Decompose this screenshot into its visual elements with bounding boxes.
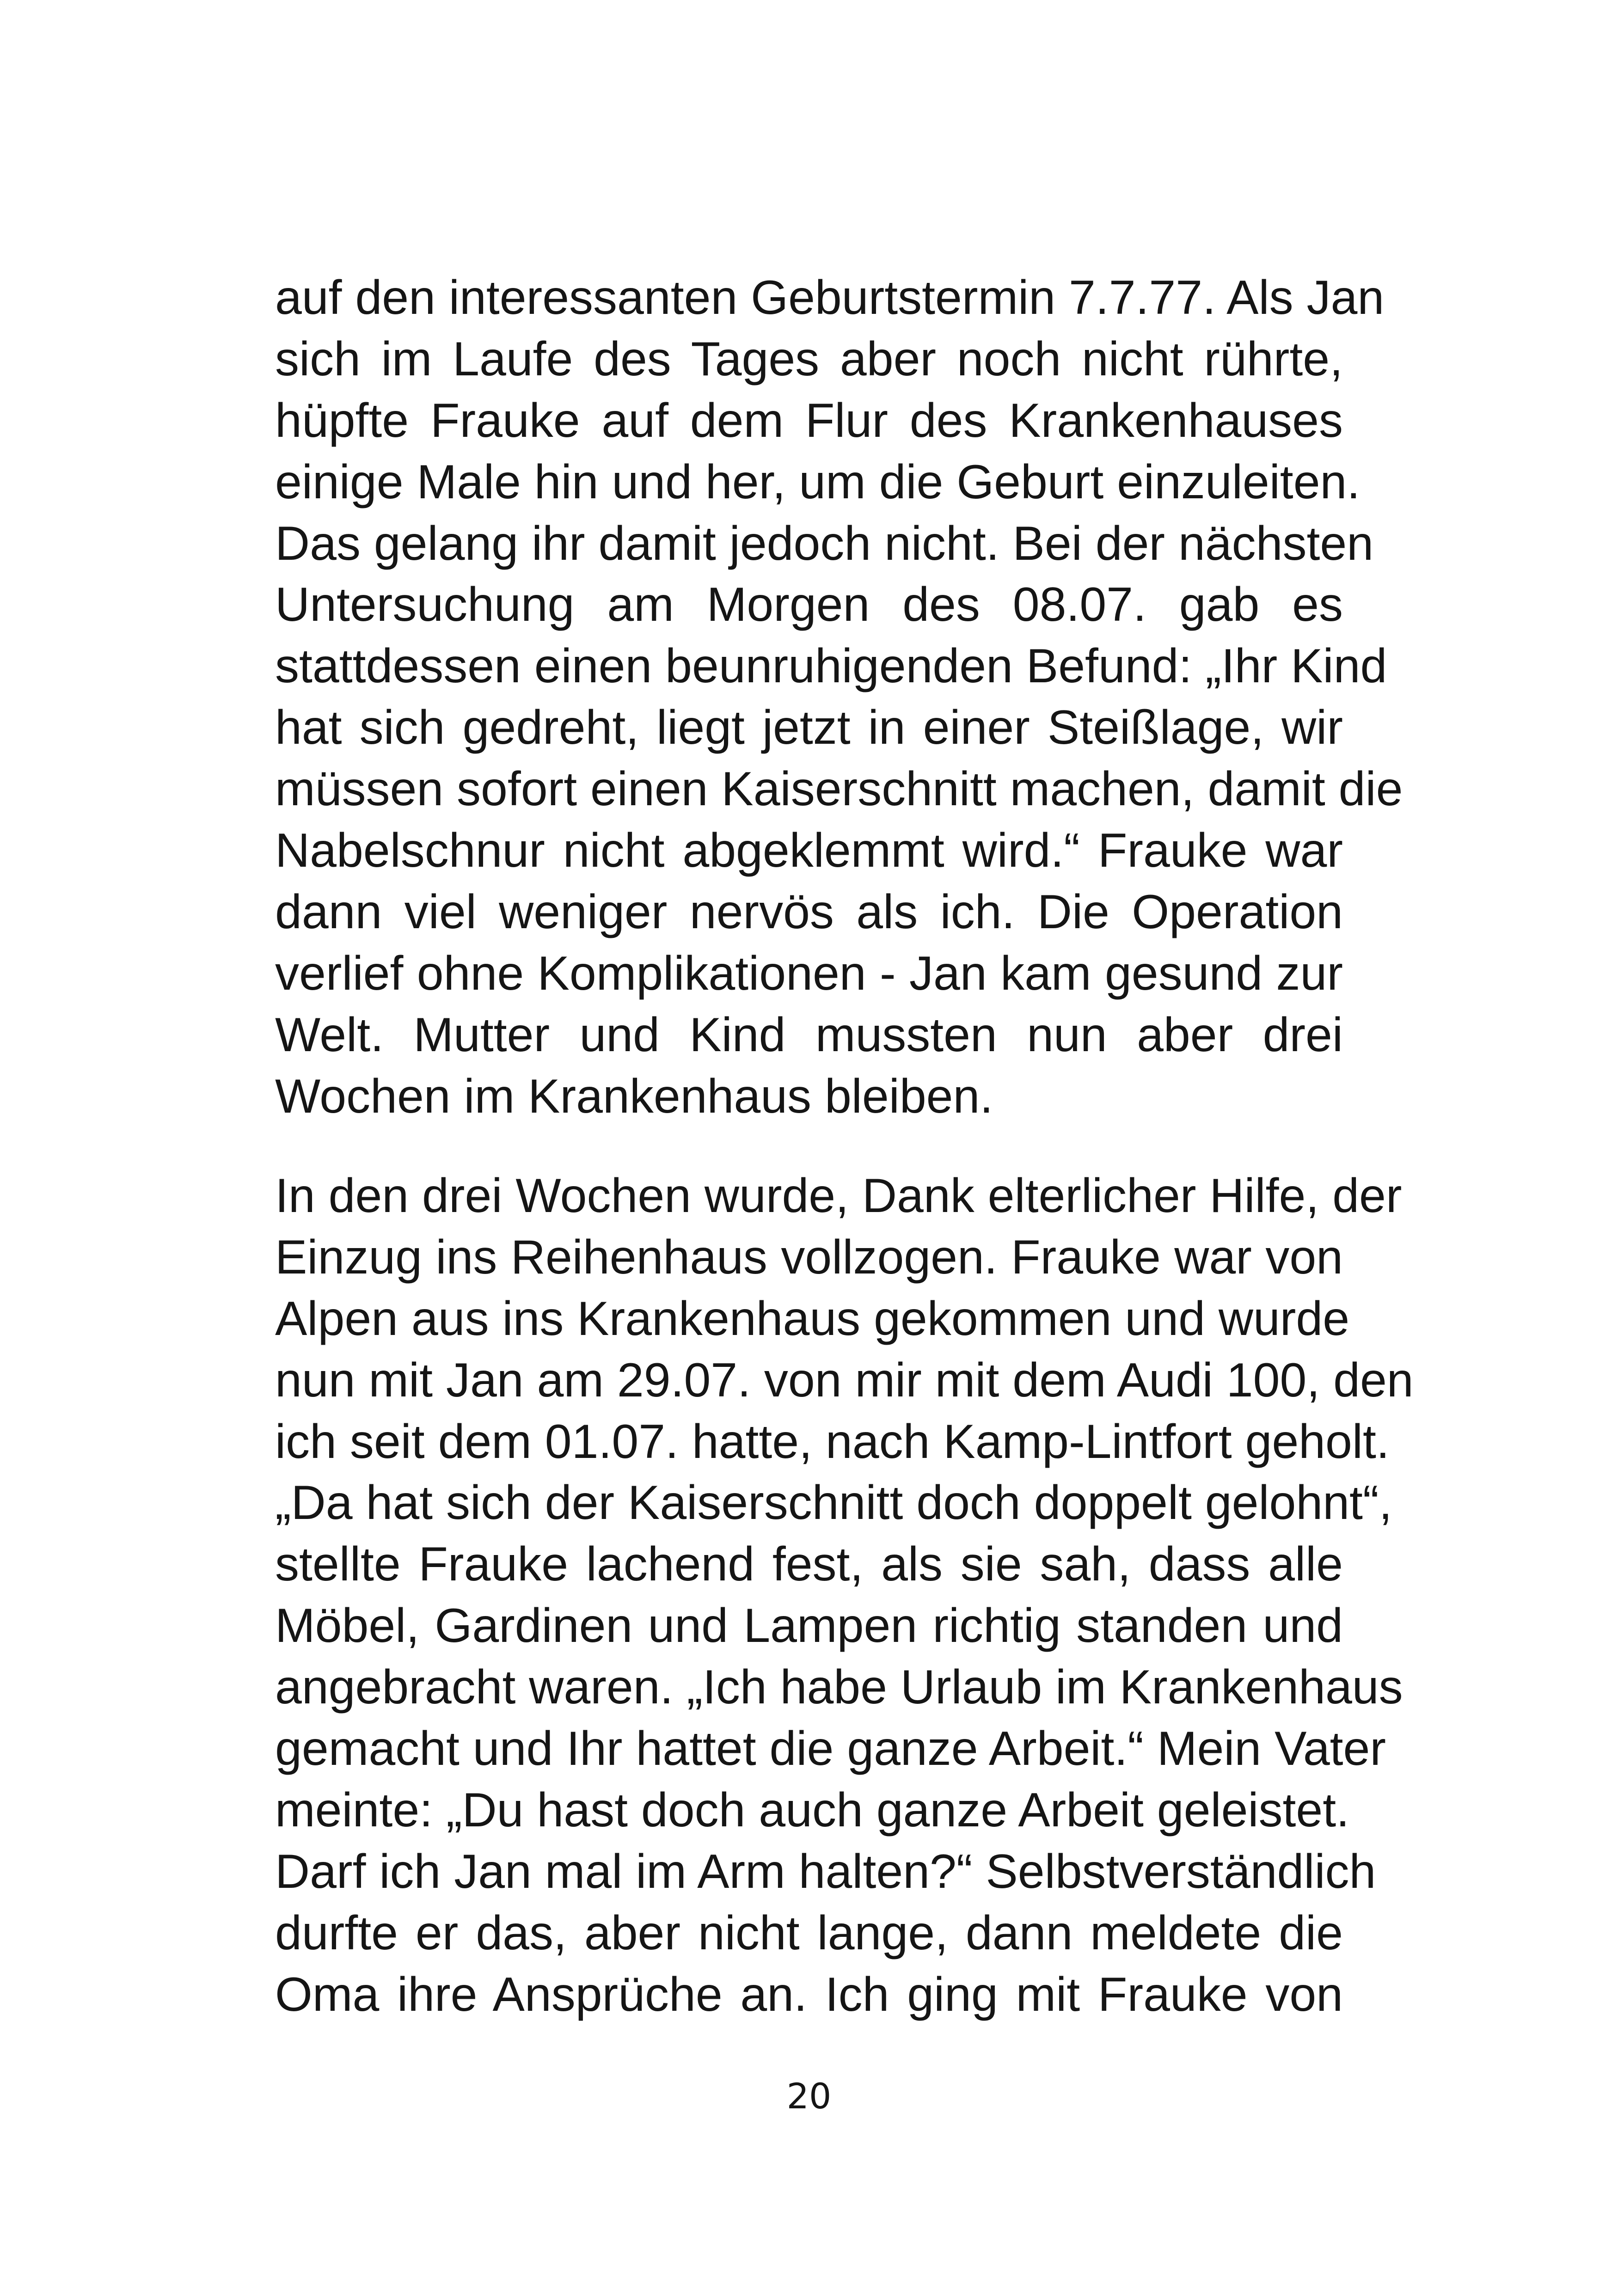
text-line: Wochen im Krankenhaus bleiben. (275, 1069, 993, 1123)
text-line: gemacht und Ihr hattet die ganze Arbeit.“ Mein Vater (275, 1722, 1386, 1776)
paragraph-2 (275, 1165, 1414, 2025)
text-line: angebracht waren. „Ich habe Urlaub im Krankenhaus (275, 1660, 1403, 1714)
text-line: einige Male hin und her, um die Geburt einzuleiten. (275, 455, 1361, 509)
text-line: müssen sofort einen Kaiserschnitt machen, damit die (275, 762, 1403, 816)
text-line: durfte er das, aber nicht lange, dann meldete die (275, 1906, 1343, 1960)
text-line: Darf ich Jan mal im Arm halten?“ Selbstverständlich (275, 1844, 1376, 1898)
text-line: dann viel weniger nervös als ich. Die Operation (275, 885, 1343, 939)
text-line: „Da hat sich der Kaiserschnitt doch doppelt gelohnt“, (275, 1476, 1392, 1530)
text-line: Einzug ins Reihenhaus vollzogen. Frauke war von (275, 1230, 1343, 1284)
text-line: Welt. Mutter und Kind mussten nun aber drei (275, 1008, 1343, 1062)
paragraph-1 (275, 267, 1403, 1127)
text-line: Möbel, Gardinen und Lampen richtig standen und (275, 1599, 1343, 1653)
text-line: Nabelschnur nicht abgeklemmt wird.“ Frauke war (275, 824, 1343, 878)
text-line: sich im Laufe des Tages aber noch nicht rührte, (275, 332, 1343, 386)
page-number: 20 (786, 2076, 832, 2117)
text-line: Oma ihre Ansprüche an. Ich ging mit Frauke von (275, 1967, 1343, 2021)
text-line: Das gelang ihr damit jedoch nicht. Bei der nächsten (275, 516, 1374, 570)
text-line: hat sich gedreht, liegt jetzt in einer Steißlage, wir (275, 701, 1343, 755)
text-line: In den drei Wochen wurde, Dank elterlicher Hilfe, der (275, 1169, 1402, 1223)
text-line: ich seit dem 01.07. hatte, nach Kamp-Lintfort geholt. (275, 1414, 1390, 1469)
text-line: stattdessen einen beunruhigenden Befund: „Ihr Kind (275, 639, 1387, 693)
text-line: hüpfte Frauke auf dem Flur des Krankenhauses (275, 393, 1343, 447)
text-line: Alpen aus ins Krankenhaus gekommen und wurde (275, 1292, 1350, 1346)
text-line: nun mit Jan am 29.07. von mir mit dem Audi 100, den (275, 1353, 1414, 1407)
text-line: Untersuchung am Morgen des 08.07. gab es (275, 578, 1343, 632)
text-line: verlief ohne Komplikationen - Jan kam gesund zur (275, 946, 1343, 1000)
text-line: stellte Frauke lachend fest, als sie sah, dass alle (275, 1537, 1343, 1592)
text-line: meinte: „Du hast doch auch ganze Arbeit geleistet. (275, 1783, 1350, 1837)
text-line: auf den interessanten Geburtstermin 7.7.77. Als Jan (275, 271, 1385, 325)
